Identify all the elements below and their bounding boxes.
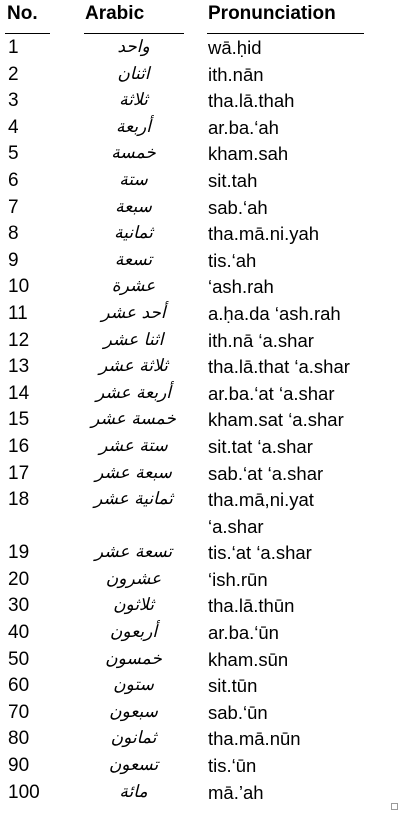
number-cell: 8 bbox=[8, 223, 19, 245]
table-row bbox=[0, 646, 403, 673]
header-pronunciation: Pronunciation bbox=[208, 3, 336, 24]
pronunciation-cell: sit.tūn bbox=[208, 675, 258, 697]
number-cell: 90 bbox=[8, 755, 30, 777]
table-row bbox=[0, 752, 403, 779]
number-cell: 16 bbox=[8, 435, 30, 457]
pronunciation-cell: sab.‘at ‘a.shar bbox=[208, 462, 324, 484]
arabic-cell: عشرة bbox=[111, 276, 156, 297]
number-cell: 50 bbox=[8, 648, 30, 670]
number-cell: 18 bbox=[8, 489, 30, 511]
pronunciation-cell: ith.nān bbox=[208, 63, 264, 85]
arabic-cell: ستون bbox=[113, 675, 154, 696]
arabic-cell: ثلاثة bbox=[119, 90, 148, 111]
pronunciation-cell: tha.mā,ni.yat ‘a.shar bbox=[208, 489, 314, 537]
table-row bbox=[0, 460, 403, 487]
pronunciation-cell: mā.’ah bbox=[208, 781, 264, 803]
arabic-cell: سبعة عشر bbox=[95, 462, 172, 483]
arabic-cell: سبعون bbox=[109, 701, 158, 722]
table-row bbox=[0, 194, 403, 221]
number-cell: 30 bbox=[8, 595, 30, 617]
pronunciation-cell: wā.ḥid bbox=[208, 37, 262, 58]
arabic-cell: ستة عشر bbox=[99, 435, 168, 456]
arabic-cell: أربعة عشر bbox=[95, 382, 172, 403]
table-row bbox=[0, 114, 403, 141]
arabic-cell: ثمانون bbox=[110, 728, 157, 749]
table-row bbox=[0, 220, 403, 247]
pronunciation-cell: tis.‘at ‘a.shar bbox=[208, 542, 312, 564]
arabic-cell: ستة bbox=[119, 169, 148, 190]
arabic-cell: خمسون bbox=[105, 648, 162, 669]
arabic-cell: عشرون bbox=[105, 568, 162, 589]
table-row bbox=[0, 486, 403, 539]
table-row bbox=[0, 167, 403, 194]
table-row bbox=[0, 87, 403, 114]
arabic-cell: ثلاثون bbox=[113, 595, 154, 616]
number-cell: 7 bbox=[8, 196, 19, 218]
number-cell: 10 bbox=[8, 276, 30, 298]
table-row bbox=[0, 619, 403, 646]
table-row bbox=[0, 406, 403, 433]
table-row bbox=[0, 300, 403, 327]
number-cell: 80 bbox=[8, 728, 30, 750]
number-cell: 20 bbox=[8, 568, 30, 590]
table-row bbox=[0, 327, 403, 354]
pronunciation-cell: a.ḥa.da ‘ash.rah bbox=[208, 302, 341, 324]
number-cell: 13 bbox=[8, 356, 30, 378]
numbers-table bbox=[0, 34, 403, 805]
number-cell: 12 bbox=[8, 329, 30, 351]
arabic-cell: ثلاثة عشر bbox=[99, 356, 168, 377]
arabic-cell: اثنان bbox=[117, 63, 150, 84]
pronunciation-cell: sab.‘ūn bbox=[208, 701, 268, 723]
pronunciation-cell: tha.lā.that ‘a.shar bbox=[208, 356, 350, 378]
arabic-cell: تسعة bbox=[114, 249, 153, 270]
number-cell: 2 bbox=[8, 63, 19, 85]
number-cell: 19 bbox=[8, 542, 30, 564]
pronunciation-cell: sit.tat ‘a.shar bbox=[208, 435, 313, 457]
number-cell: 100 bbox=[8, 781, 40, 803]
pronunciation-cell: tha.mā.nūn bbox=[208, 728, 301, 750]
table-row bbox=[0, 34, 403, 61]
arabic-cell: ثمانية عشر bbox=[94, 489, 173, 510]
number-cell: 6 bbox=[8, 169, 19, 191]
table-header bbox=[0, 0, 403, 34]
arabic-cell: خمسة عشر bbox=[91, 409, 176, 430]
pronunciation-cell: tha.lā.thūn bbox=[208, 595, 295, 617]
table-row bbox=[0, 273, 403, 300]
arabic-cell: خمسة bbox=[111, 143, 156, 164]
table-row bbox=[0, 566, 403, 593]
pronunciation-cell: kham.sah bbox=[208, 143, 289, 165]
number-cell: 5 bbox=[8, 143, 19, 165]
number-cell: 1 bbox=[8, 37, 19, 58]
table-row bbox=[0, 725, 403, 752]
pronunciation-cell: kham.sūn bbox=[208, 648, 289, 670]
arabic-cell: اثنا عشر bbox=[103, 329, 164, 350]
pronunciation-cell: ar.ba.‘ūn bbox=[208, 622, 279, 644]
resize-handle-icon bbox=[391, 803, 398, 810]
number-cell: 15 bbox=[8, 409, 30, 431]
pronunciation-cell: tha.lā.thah bbox=[208, 90, 295, 112]
pronunciation-cell: sab.‘ah bbox=[208, 196, 268, 218]
number-cell: 70 bbox=[8, 701, 30, 723]
pronunciation-cell: tis.‘ūn bbox=[208, 755, 257, 777]
pronunciation-cell: ‘ish.rūn bbox=[208, 568, 268, 590]
arabic-cell: سبعة bbox=[115, 196, 152, 217]
table-row bbox=[0, 247, 403, 274]
arabic-cell: أربعون bbox=[109, 622, 158, 643]
arabic-cell: تسعون bbox=[108, 755, 159, 776]
arabic-cell: أحد عشر bbox=[101, 302, 166, 323]
table-row bbox=[0, 539, 403, 566]
table-row bbox=[0, 699, 403, 726]
table-row bbox=[0, 779, 403, 806]
pronunciation-cell: tis.‘ah bbox=[208, 249, 257, 271]
header-number: No. bbox=[7, 3, 38, 24]
pronunciation-cell: ar.ba.‘ah bbox=[208, 116, 279, 138]
number-cell: 4 bbox=[8, 116, 19, 138]
header-arabic: Arabic bbox=[85, 3, 145, 24]
arabic-cell: مائة bbox=[119, 781, 148, 802]
arabic-cell: ثمانية bbox=[114, 223, 153, 244]
table-row bbox=[0, 433, 403, 460]
arabic-cell: أربعة bbox=[116, 116, 151, 137]
pronunciation-cell: ar.ba.‘at ‘a.shar bbox=[208, 382, 335, 404]
table-row bbox=[0, 380, 403, 407]
table-row bbox=[0, 61, 403, 88]
arabic-cell: تسعة عشر bbox=[94, 542, 173, 563]
table-row bbox=[0, 353, 403, 380]
table-row bbox=[0, 140, 403, 167]
number-cell: 60 bbox=[8, 675, 30, 697]
pronunciation-cell: ith.nā ‘a.shar bbox=[208, 329, 314, 351]
table-row bbox=[0, 592, 403, 619]
arabic-cell: واحد bbox=[117, 37, 150, 57]
number-cell: 40 bbox=[8, 622, 30, 644]
pronunciation-cell: ‘ash.rah bbox=[208, 276, 274, 298]
pronunciation-cell: sit.tah bbox=[208, 169, 258, 191]
table-row bbox=[0, 672, 403, 699]
number-cell: 14 bbox=[8, 382, 30, 404]
pronunciation-cell: tha.mā.ni.yah bbox=[208, 223, 320, 245]
number-cell: 9 bbox=[8, 249, 19, 271]
number-cell: 17 bbox=[8, 462, 30, 484]
number-cell: 3 bbox=[8, 90, 19, 112]
pronunciation-cell: kham.sat ‘a.shar bbox=[208, 409, 344, 431]
number-cell: 11 bbox=[8, 302, 28, 324]
